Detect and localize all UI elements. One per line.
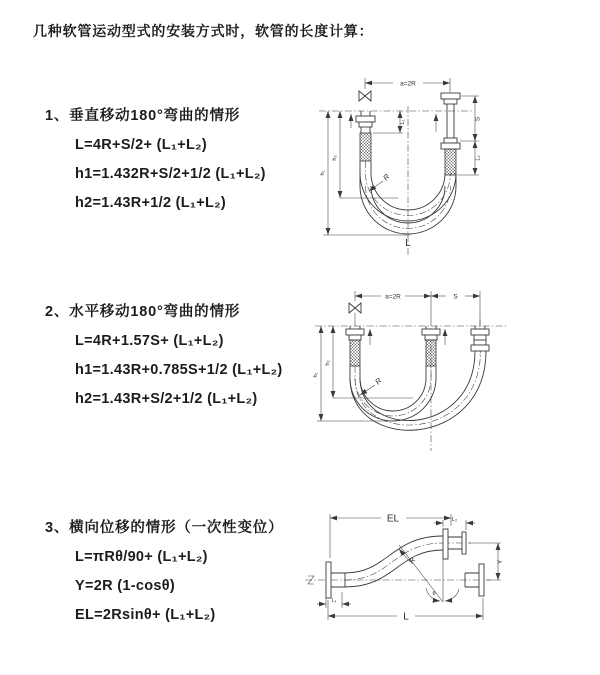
diagram-vertical-180-bend — [303, 70, 598, 265]
formula-s3-Y: Y=2R (1-cosθ) — [75, 578, 175, 594]
dim-label-h2: h₂ — [332, 155, 338, 161]
center-braided-hose — [426, 340, 436, 366]
formula-s2-L: L=4R+1.57S+ (L₁+L₂) — [75, 333, 224, 349]
formula-s1-L: L=4R+S/2+ (L₁+L₂) — [75, 137, 207, 153]
hose-lower-wall — [345, 550, 443, 587]
hose-upper-wall — [345, 536, 443, 573]
section-lateral-displacement — [45, 520, 283, 636]
right-braided-hose — [445, 149, 456, 175]
formula-s2-h2: h2=1.43R+S/2+1/2 (L₁+L₂) — [75, 391, 258, 407]
right-flange-top — [441, 93, 460, 99]
angle-label: θ — [432, 591, 436, 597]
section-vertical-180 — [45, 108, 266, 224]
dim-label-el: EL — [386, 513, 400, 525]
dim-label-y: Y — [497, 559, 504, 565]
dim-label-l2: L₂ — [475, 155, 482, 161]
diagram-horizontal-180-bend — [303, 283, 598, 458]
radius-label: R — [406, 555, 418, 566]
dim-label-l2: L₂ — [451, 517, 458, 523]
hose-u-swept — [350, 351, 486, 430]
dim-label-s: S — [453, 293, 458, 301]
dim-label-l: L — [403, 611, 409, 623]
section-horizontal-180 — [45, 304, 283, 420]
dim-label-a2r: a=2R — [385, 293, 401, 301]
formula-s2-h1: h1=1.43R+0.785S+1/2 (L₁+L₂) — [75, 362, 283, 378]
formula-s1-h2: h2=1.43R+1/2 (L₁+L₂) — [75, 195, 227, 211]
dim-label-a2r: a=2R — [400, 80, 416, 88]
valve-icon — [349, 303, 361, 313]
right-flange-lower — [441, 143, 460, 149]
left-flange — [356, 116, 375, 122]
right-flange — [471, 329, 489, 335]
length-label: L — [405, 238, 411, 249]
valve-icon — [359, 91, 371, 101]
left-flange — [326, 562, 331, 598]
displaced-flange — [443, 529, 448, 559]
center-flange — [422, 329, 440, 335]
original-flange — [479, 564, 484, 596]
diagram-lateral-displacement — [293, 498, 598, 648]
left-braided-hose — [350, 340, 360, 366]
page-title: 几种软管运动型式的安装方式时，软管的长度计算： — [33, 23, 374, 39]
formula-s1-h1: h1=1.432R+S/2+1/2 (L₁+L₂) — [75, 166, 266, 182]
formula-s3-EL: EL=2Rsinθ+ (L₁+L₂) — [75, 607, 216, 623]
dim-label-l1: L₁ — [331, 598, 337, 604]
formula-s3-L: L=πRθ/90+ (L₁+L₂) — [75, 549, 208, 565]
radius-label: R — [381, 172, 392, 183]
section-3-heading: 3、横向位移的情形（一次性变位） — [45, 520, 284, 536]
section-2-heading: 2、水平移动180°弯曲的情形 — [45, 304, 241, 320]
dim-label-h1: h₁ — [313, 372, 319, 378]
left-flange — [346, 329, 364, 335]
dim-label-h1: h₁ — [320, 170, 326, 176]
dim-label-s: S — [474, 116, 482, 122]
left-braided-hose — [360, 133, 371, 161]
dim-label-l1: L₁ — [400, 119, 406, 125]
dim-label-h2: h₂ — [325, 360, 331, 366]
section-1-heading: 1、垂直移动180°弯曲的情形 — [45, 108, 241, 124]
radius-label: R — [373, 376, 384, 387]
